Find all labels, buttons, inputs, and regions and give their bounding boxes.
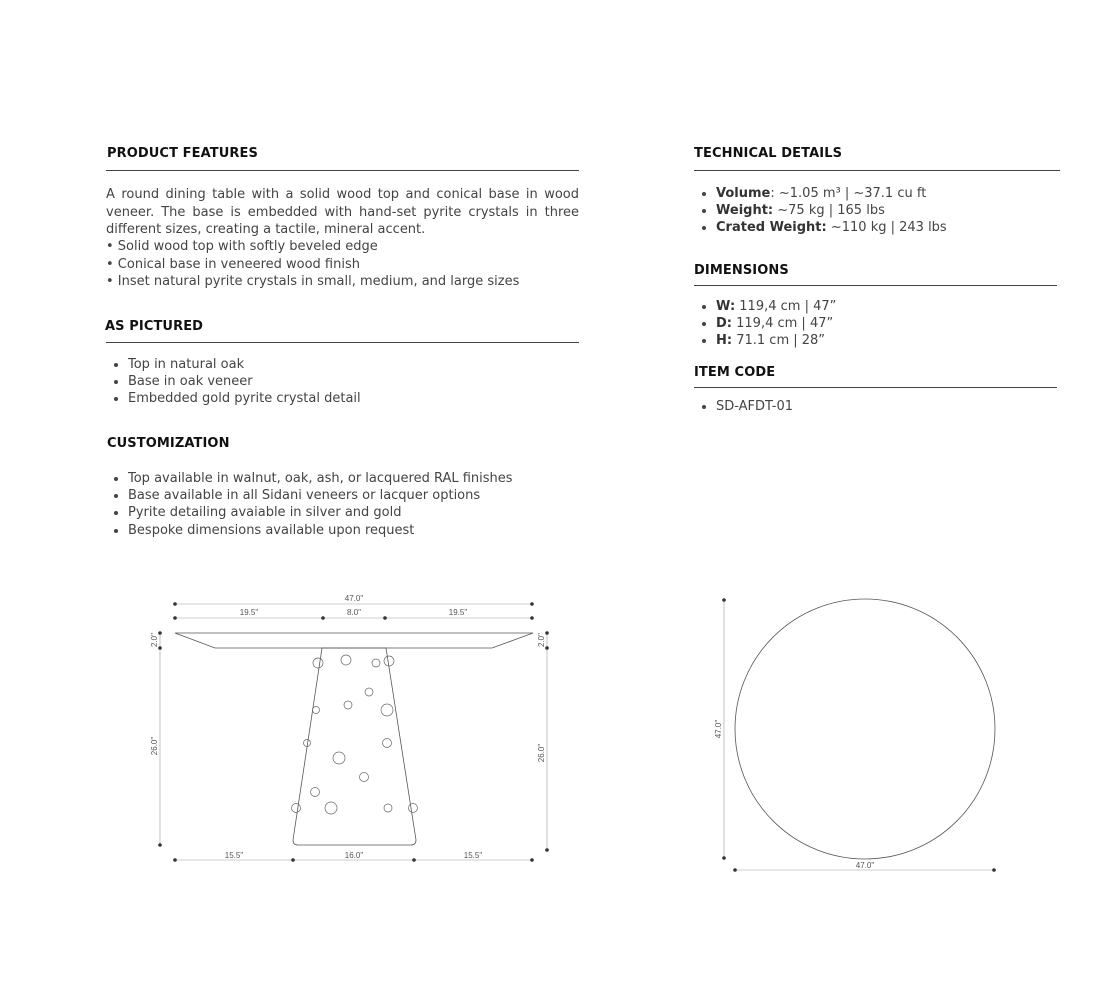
dimensions-heading: DIMENSIONS [694, 263, 789, 278]
product-features-heading: PRODUCT FEATURES [107, 146, 258, 161]
detail-label: Volume [716, 186, 771, 201]
technical-details-list [694, 185, 947, 237]
dimensions-rule [694, 285, 1057, 286]
dim-top-thickness-right: 2.0" [537, 633, 546, 647]
list-item: • Base in oak veneer [128, 373, 361, 390]
list-item: • Bespoke dimensions available upon request [128, 522, 513, 539]
list-item [716, 315, 836, 332]
list-item: • Top in natural oak [128, 356, 361, 373]
dimension-value: 119,4 cm | 47” [739, 299, 837, 314]
detail-value: ~110 kg | 243 lbs [830, 220, 947, 236]
dim-plan-width: 47.0" [855, 861, 875, 870]
dim-top-right: 19.5" [448, 608, 468, 617]
list-item [716, 298, 836, 315]
detail-value: ~75 kg | 165 lbs [777, 203, 885, 219]
as-pictured-rule [106, 342, 579, 343]
customization-list [106, 470, 513, 539]
list-item: • Base available in all Sidani veneers or lacquer options [128, 487, 513, 504]
feature-point: • Solid wood top with softly beveled edge [106, 239, 378, 254]
elevation-drawing [140, 590, 560, 880]
dim-base-height-left: 26.0" [150, 736, 159, 756]
list-item [716, 219, 947, 236]
product-features-description: A round dining table with a solid wood top and conical base in wood veneer. The base is embedded with hand-set pyrite crystals in three different sizes, creating a tactile, mineral accent. [106, 187, 579, 237]
list-item: • Top available in walnut, oak, ash, or lacquered RAL finishes [128, 470, 513, 487]
list-item: • Pyrite detailing avaiable in silver and gold [128, 504, 513, 521]
dim-top-thickness-left: 2.0" [150, 633, 159, 647]
item-code-value: • SD-AFDT-01 [716, 398, 793, 415]
dim-top-left: 19.5" [239, 608, 259, 617]
dim-top-overall: 47.0" [344, 594, 364, 603]
dimensions-list [694, 298, 836, 350]
dimension-label: W: [716, 299, 736, 314]
technical-details-heading: TECHNICAL DETAILS [694, 146, 843, 161]
dim-plan-depth: 47.0" [714, 719, 723, 739]
item-code-list [694, 398, 793, 415]
dimension-value: 71.1 cm | 28” [736, 333, 826, 349]
dim-top-center: 8.0" [347, 608, 361, 617]
customization-heading: CUSTOMIZATION [107, 436, 230, 451]
list-item: • Volume: ~1.05 m³ | ~37.1 cu ft [716, 185, 947, 202]
item-code-heading: ITEM CODE [694, 365, 776, 380]
dim-bottom-right: 15.5" [463, 851, 483, 860]
list-item: • Embedded gold pyrite crystal detail [128, 390, 361, 407]
product-features-rule [106, 170, 579, 171]
as-pictured-heading: AS PICTURED [105, 319, 204, 334]
feature-point: • Inset natural pyrite crystals in small, medium, and large sizes [106, 274, 520, 289]
detail-value: ~1.05 m³ | ~37.1 cu ft [778, 186, 927, 201]
dimension-label: H: [716, 333, 733, 349]
dim-base-height-right: 26.0" [537, 743, 546, 763]
list-item [716, 332, 836, 349]
product-features-points [106, 238, 519, 291]
detail-label: Weight: [716, 203, 774, 219]
plan-drawing [705, 590, 1005, 880]
dim-bottom-left: 15.5" [224, 851, 244, 860]
dim-bottom-center: 16.0" [344, 851, 364, 860]
dimension-label: D: [716, 316, 732, 332]
list-item [716, 202, 947, 219]
feature-point: • Conical base in veneered wood finish [106, 256, 360, 272]
table-top-plan [735, 599, 995, 859]
technical-details-rule [694, 170, 1060, 171]
detail-label: Crated Weight: [716, 220, 827, 236]
dimension-value: 119,4 cm | 47” [736, 316, 834, 332]
item-code-rule [694, 387, 1057, 388]
as-pictured-list [106, 356, 361, 408]
